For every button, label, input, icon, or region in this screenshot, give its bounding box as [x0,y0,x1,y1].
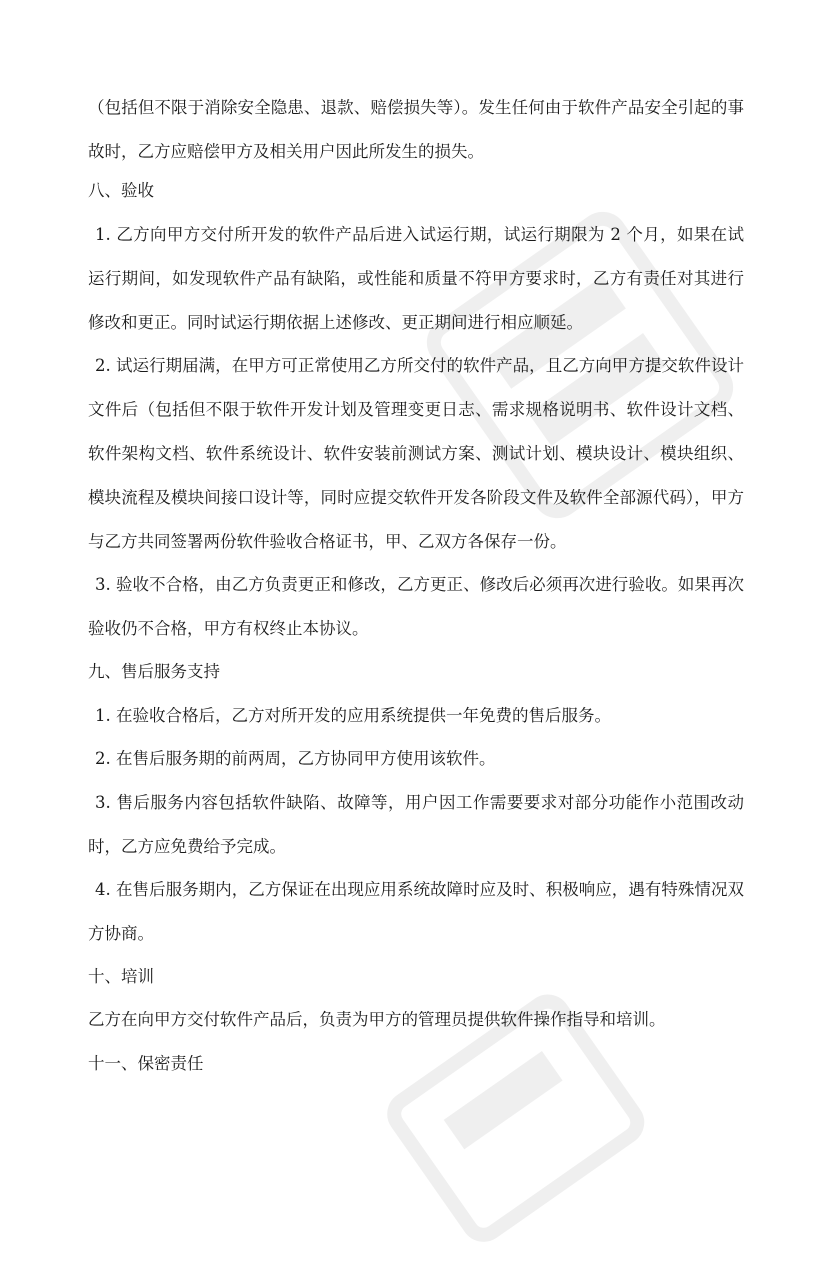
paragraph-liability-continued: （包括但不限于消除安全隐患、退款、赔偿损失等）。发生任何由于软件产品安全引起的事故时，乙方应赔偿甲方及相关用户因此所发生的损失。 [88,98,744,161]
paragraph-acceptance-3: 3. 验收不合格，由乙方负责更正和修改，乙方更正、修改后必须再次进行验收。如果再次验收仍不合格，甲方有权终止本协议。 [88,575,744,638]
section-heading-after-sales: 九、售后服务支持 [88,662,220,681]
section-heading-training: 十、培训 [88,967,154,986]
section-heading-confidentiality: 十一、保密责任 [88,1054,204,1073]
paragraph-after-sales-2: 2. 在售后服务期的前两周，乙方协同甲方使用该软件。 [95,749,496,768]
paragraph-acceptance-1: 1. 乙方向甲方交付所开发的软件产品后进入试运行期，试运行期限为 2 个月，如果在试运行期间，如发现软件产品有缺陷，或性能和质量不符甲方要求时，乙方有责任对其进行修改和更正。同时试运行期依据上述修改、更正期间进行相应顺延。 [88,225,744,332]
paragraph-acceptance-2: 2. 试运行期届满，在甲方可正常使用乙方所交付的软件产品，且乙方向甲方提交软件设计文件后（包括但不限于软件开发计划及管理变更日志、需求规格说明书、软件设计文档、软件架构文档、软件系统设计、软件安装前测试方案、测试计划、模块设计、模块组织、模块流程及模块间接口设计等，同时应提交软件开发各阶段文件及软件全部源代码），甲方与乙方共同签署两份软件验收合格证书，甲、乙双方各保存一份。 [88,356,744,551]
section-heading-acceptance: 八、验收 [88,181,154,200]
paragraph-training: 乙方在向甲方交付软件产品后，负责为甲方的管理员提供软件操作指导和培训。 [88,1010,666,1029]
paragraph-after-sales-3: 3. 售后服务内容包括软件缺陷、故障等，用户因工作需要要求对部分功能作小范围改动时，乙方应免费给予完成。 [88,793,744,856]
paragraph-after-sales-4: 4. 在售后服务期内，乙方保证在出现应用系统故障时应及时、积极响应，遇有特殊情况双方协商。 [88,880,744,943]
paragraph-after-sales-1: 1. 在验收合格后，乙方对所开发的应用系统提供一年免费的售后服务。 [95,706,611,725]
